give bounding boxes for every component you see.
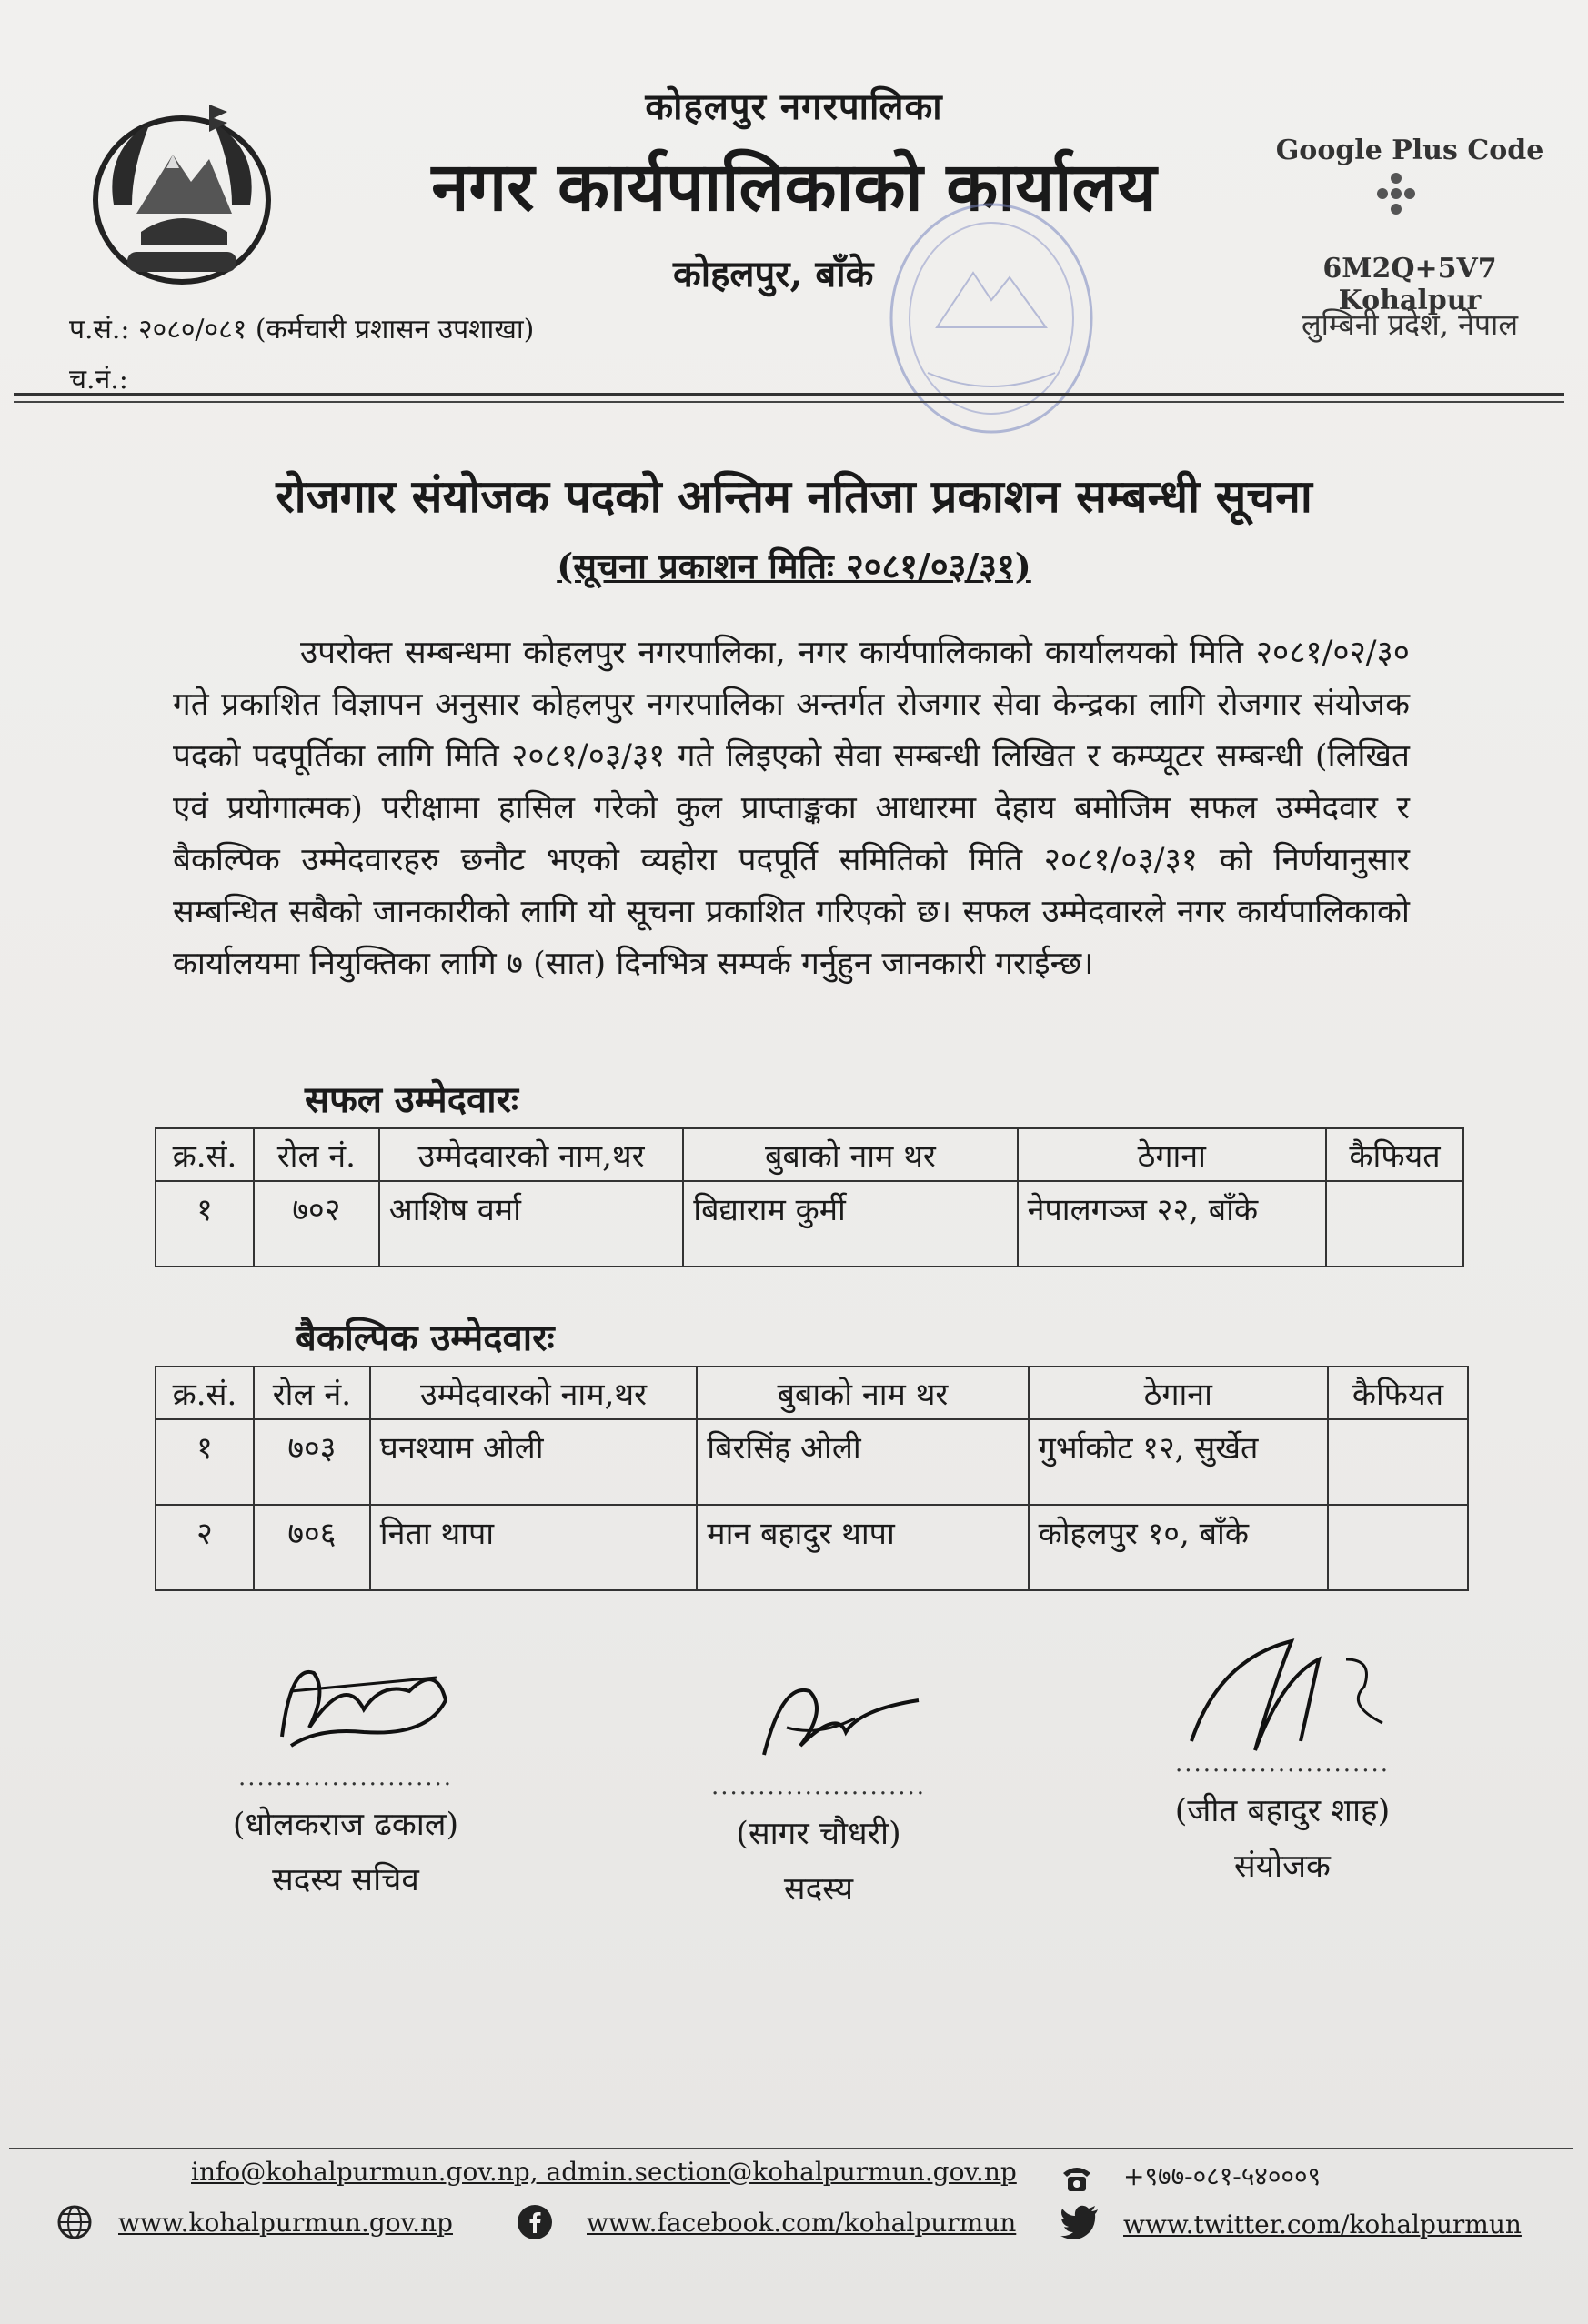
table-header-row bbox=[156, 1367, 1468, 1419]
reference-number: प.सं.: २०८०/०८१ (कर्मचारी प्रशासन उपशाखा) bbox=[69, 314, 535, 346]
cell-name: निता थापा bbox=[370, 1505, 697, 1590]
col-roll: रोल नं. bbox=[254, 1128, 379, 1181]
alternate-section-title: बैकल्पिक उम्मेदवारः bbox=[296, 1317, 555, 1359]
col-name: उम्मेदवारको नाम,थर bbox=[370, 1367, 697, 1419]
signature-scribble-icon bbox=[700, 1646, 937, 1782]
cell-serial: १ bbox=[156, 1181, 254, 1267]
table-row bbox=[156, 1419, 1468, 1505]
notice-title: रोजगार संयोजक पदको अन्तिम नतिजा प्रकाशन सम्बन्धी सूचना bbox=[276, 469, 1312, 523]
col-serial: क्र.सं. bbox=[156, 1367, 254, 1419]
dispatch-number: च.नं.: bbox=[69, 364, 128, 396]
cell-name: घनश्याम ओली bbox=[370, 1419, 697, 1505]
signature-line: ....................... bbox=[710, 1773, 927, 1800]
cell-roll: ७०६ bbox=[254, 1505, 370, 1590]
footer-website[interactable]: www.kohalpurmun.gov.np bbox=[118, 2208, 453, 2238]
signature-block-member bbox=[637, 1646, 1000, 1909]
signatory-role: सदस्य bbox=[783, 1871, 854, 1908]
cell-remarks bbox=[1328, 1505, 1468, 1590]
footer-phone: +९७७-०८१-५४०००९ bbox=[1123, 2161, 1322, 2191]
notice-date: (सूचना प्रकाशन मितिः २०८१/०३/३१) bbox=[557, 546, 1031, 586]
signatory-name: (धोलकराज ढकाल) bbox=[232, 1807, 459, 1843]
successful-section-title: सफल उम्मेदवारः bbox=[305, 1078, 519, 1121]
signatory-name: (जीत बहादुर शाह) bbox=[1174, 1793, 1391, 1829]
municipality-name: कोहलपुर नगरपालिका bbox=[645, 85, 943, 128]
table-row bbox=[156, 1505, 1468, 1590]
plus-code-value: 6M2Q+5V7 Kohalpur bbox=[1322, 253, 1497, 316]
col-name: उम्मेदवारको नाम,थर bbox=[379, 1128, 684, 1181]
plus-code-icon bbox=[1364, 171, 1428, 216]
col-remarks: कैफियत bbox=[1326, 1128, 1463, 1181]
twitter-icon bbox=[1060, 2204, 1100, 2240]
signature-block-coordinator bbox=[1101, 1623, 1464, 1887]
signature-line: ....................... bbox=[237, 1764, 454, 1791]
facebook-icon bbox=[517, 2204, 553, 2240]
notice-body: उपरोक्त सम्बन्धमा कोहलपुर नगरपालिका, नगर कार्यपालिकाको कार्यालयको मिति २०८१/०२/३० गते प्रकाशित विज्ञापन अनुसार कोहलपुर नगरपालिका अन्तर्गत रोजगार सेवा केन्द्रका लागि रोजगार संयोजक पदको पदपूर्तिका लागि मिति २०८१/०३/३१ गते लिइएको सेवा सम्बन्धी लिखित र कम्प्यूटर सम्बन्धी (लिखित एवं प्रयोगात्मक) परीक्षामा हासिल गरेको कुल प्राप्ताङ्कका आधारमा देहाय बमोजिम सफल उम्मेदवार र बैकल्पिक उम्मेदवारहरु छनौट भएको व्यहोरा पदपूर्ति समितिको मिति २०८१/०३/३१ को निर्णयानुसार सम्बन्धित सबैको जानकारीको लागि यो सूचना प्रकाशित गरिएको छ। सफल उम्मेदवारले नगर कार्यपालिकाको कार्यालयमा नियुक्तिका लागि ७ (सात) दिनभित्र सम्पर्क गर्नुहुन जानकारी गराईन्छ। bbox=[173, 635, 1410, 982]
cell-remarks bbox=[1326, 1181, 1463, 1267]
cell-roll: ७०२ bbox=[254, 1181, 379, 1267]
alternate-candidates-table bbox=[155, 1366, 1469, 1591]
signatory-name: (सागर चौधरी) bbox=[736, 1816, 901, 1852]
cell-address: गुर्भाकोट १२, सुर्खेत bbox=[1029, 1419, 1328, 1505]
header-rule bbox=[14, 393, 1564, 396]
office-location: कोहलपुर, बाँके bbox=[673, 253, 874, 296]
signature-line: ....................... bbox=[1174, 1750, 1391, 1778]
header-rule-thin bbox=[14, 401, 1564, 403]
cell-roll: ७०३ bbox=[254, 1419, 370, 1505]
cell-serial: १ bbox=[156, 1419, 254, 1505]
plus-code-title: Google Plus Code bbox=[1275, 135, 1544, 166]
province-text: लुम्बिनी प्रदेश, नेपाल bbox=[1301, 307, 1519, 342]
table-header-row bbox=[156, 1128, 1463, 1181]
signatory-role: सदस्य सचिव bbox=[272, 1862, 419, 1898]
cell-serial: २ bbox=[156, 1505, 254, 1590]
signature-scribble-icon bbox=[1164, 1623, 1401, 1759]
signature-scribble-icon bbox=[227, 1637, 464, 1773]
signatory-role: संयोजक bbox=[1234, 1848, 1331, 1885]
office-stamp-icon bbox=[873, 191, 1110, 455]
col-father: बुबाको नाम थर bbox=[683, 1128, 1017, 1181]
col-father: बुबाको नाम थर bbox=[697, 1367, 1028, 1419]
cell-father: बिरसिंह ओली bbox=[697, 1419, 1028, 1505]
successful-candidates-table bbox=[155, 1127, 1464, 1267]
cell-father: बिद्याराम कुर्मी bbox=[683, 1181, 1017, 1267]
col-address: ठेगाना bbox=[1018, 1128, 1326, 1181]
footer-facebook[interactable]: www.facebook.com/kohalpurmun bbox=[587, 2208, 1017, 2238]
footer-rule bbox=[9, 2148, 1573, 2149]
cell-father: मान बहादुर थापा bbox=[697, 1505, 1028, 1590]
globe-icon bbox=[56, 2204, 93, 2240]
col-serial: क्र.सं. bbox=[156, 1128, 254, 1181]
signature-block-secretary bbox=[164, 1637, 528, 1900]
cell-address: कोहलपुर १०, बाँके bbox=[1029, 1505, 1328, 1590]
footer-emails[interactable]: info@kohalpurmun.gov.np, admin.section@kohalpurmun.gov.np bbox=[191, 2157, 1017, 2187]
phone-icon bbox=[1060, 2160, 1094, 2195]
table-row bbox=[156, 1181, 1463, 1267]
col-roll: रोल नं. bbox=[254, 1367, 370, 1419]
cell-name: आशिष वर्मा bbox=[379, 1181, 684, 1267]
footer-twitter[interactable]: www.twitter.com/kohalpurmun bbox=[1123, 2209, 1522, 2239]
office-title: नगर कार्यपालिकाको कार्यालय bbox=[431, 148, 1157, 226]
cell-address: नेपालगञ्ज २२, बाँके bbox=[1018, 1181, 1326, 1267]
cell-remarks bbox=[1328, 1419, 1468, 1505]
col-address: ठेगाना bbox=[1029, 1367, 1328, 1419]
col-remarks: कैफियत bbox=[1328, 1367, 1468, 1419]
